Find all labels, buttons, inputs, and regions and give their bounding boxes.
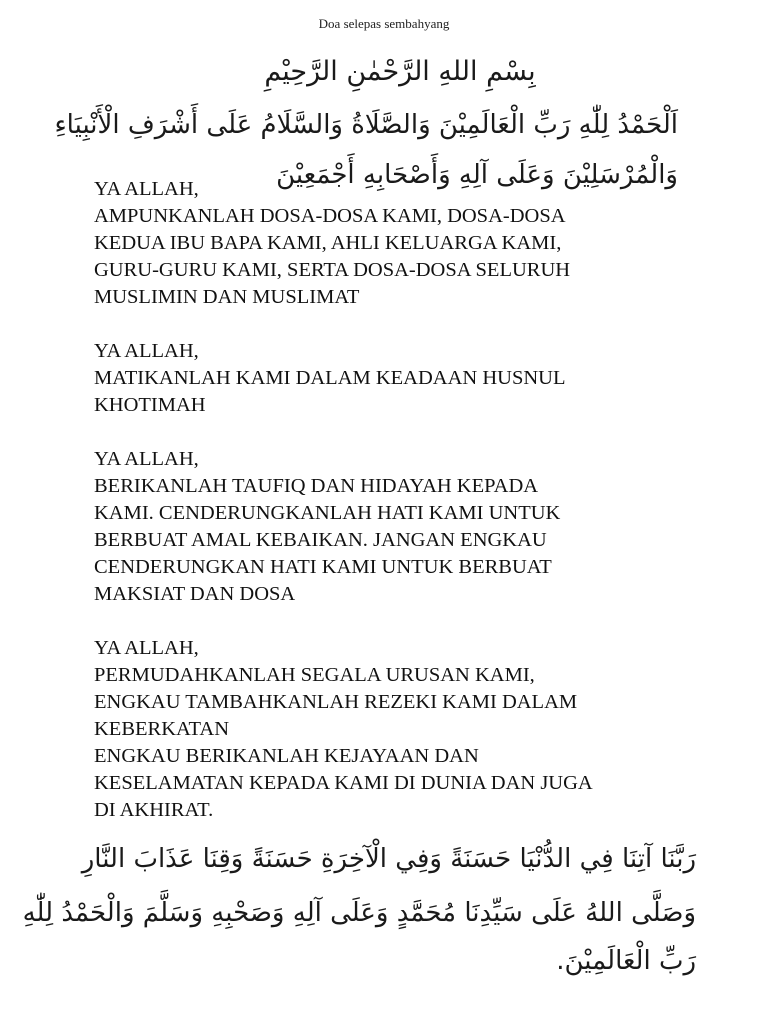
paragraph-line: MAKSIAT DAN DOSA xyxy=(94,583,296,605)
paragraph-line: KEDUA IBU BAPA KAMI, AHLI KELUARGA KAMI, xyxy=(94,232,562,254)
paragraph-line: BERBUAT AMAL KEBAIKAN. JANGAN ENGKAU xyxy=(94,529,547,551)
paragraph-line: AMPUNKANLAH DOSA-DOSA KAMI, DOSA-DOSA xyxy=(94,205,566,227)
paragraph-line: KHOTIMAH xyxy=(94,394,206,416)
paragraph-line: MATIKANLAH KAMI DALAM KEADAAN HUSNUL xyxy=(94,367,566,389)
prayer-body xyxy=(94,176,714,851)
paragraph-line: KEBERKATAN xyxy=(94,718,230,740)
paragraph-line: MUSLIMIN DAN MUSLIMAT xyxy=(94,286,360,308)
paragraph-line: YA ALLAH, xyxy=(94,178,199,200)
prayer-paragraph-4 xyxy=(94,635,714,824)
arabic-closing-line-1: رَبَّنَا آتِنَا فِي الدُّنْيَا حَسَنَةً وَفِي الْآخِرَةِ حَسَنَةً وَقِنَا عَذَابَ النَّارِ xyxy=(81,844,696,874)
paragraph-line: BERIKANLAH TAUFIQ DAN HIDAYAH KEPADA xyxy=(94,475,539,497)
prayer-paragraph-2 xyxy=(94,338,714,419)
paragraph-line: GURU-GURU KAMI, SERTA DOSA-DOSA SELURUH xyxy=(94,259,571,281)
paragraph-line: KAMI. CENDERUNGKANLAH HATI KAMI UNTUK xyxy=(94,502,561,524)
arabic-basmala: بِسْمِ اللهِ الرَّحْمٰنِ الرَّحِيْمِ xyxy=(264,56,536,87)
paragraph-line: ENGKAU BERIKANLAH KEJAYAAN DAN xyxy=(94,745,479,767)
arabic-opening-line-2: اَلْحَمْدُ لِلّٰهِ رَبِّ الْعَالَمِيْنَ وَالصَّلَاةُ وَالسَّلَامُ عَلَى أَشْرَفِ الْأَنْبِيَاءِ xyxy=(54,110,678,140)
arabic-closing-line-2: وَصَلَّى اللهُ عَلَى سَيِّدِنَا مُحَمَّدٍ وَعَلَى آلِهِ وَصَحْبِهِ وَسَلَّمَ وَالْحَمْدُ لِلّٰهِ xyxy=(22,898,696,928)
paragraph-line: YA ALLAH, xyxy=(94,448,199,470)
paragraph-line: ENGKAU TAMBAHKANLAH REZEKI KAMI DALAM xyxy=(94,691,578,713)
arabic-closing-line-3: رَبِّ الْعَالَمِيْنَ. xyxy=(556,946,696,976)
paragraph-line: KESELAMATAN KEPADA KAMI DI DUNIA DAN JUGA xyxy=(94,772,593,794)
paragraph-line: CENDERUNGKAN HATI KAMI UNTUK BERBUAT xyxy=(94,556,552,578)
paragraph-line: YA ALLAH, xyxy=(94,637,199,659)
prayer-paragraph-3 xyxy=(94,446,714,608)
paragraph-line: YA ALLAH, xyxy=(94,340,199,362)
prayer-paragraph-1 xyxy=(94,176,714,311)
paragraph-line: PERMUDAHKANLAH SEGALA URUSAN KAMI, xyxy=(94,664,535,686)
document-title: Doa selepas sembahyang xyxy=(318,16,450,31)
paragraph-line: DI AKHIRAT. xyxy=(94,799,214,821)
arabic-opening-line-3: وَالْمُرْسَلِيْنَ وَعَلَى آلِهِ وَأَصْحَابِهِ أَجْمَعِيْنَ xyxy=(276,160,678,190)
